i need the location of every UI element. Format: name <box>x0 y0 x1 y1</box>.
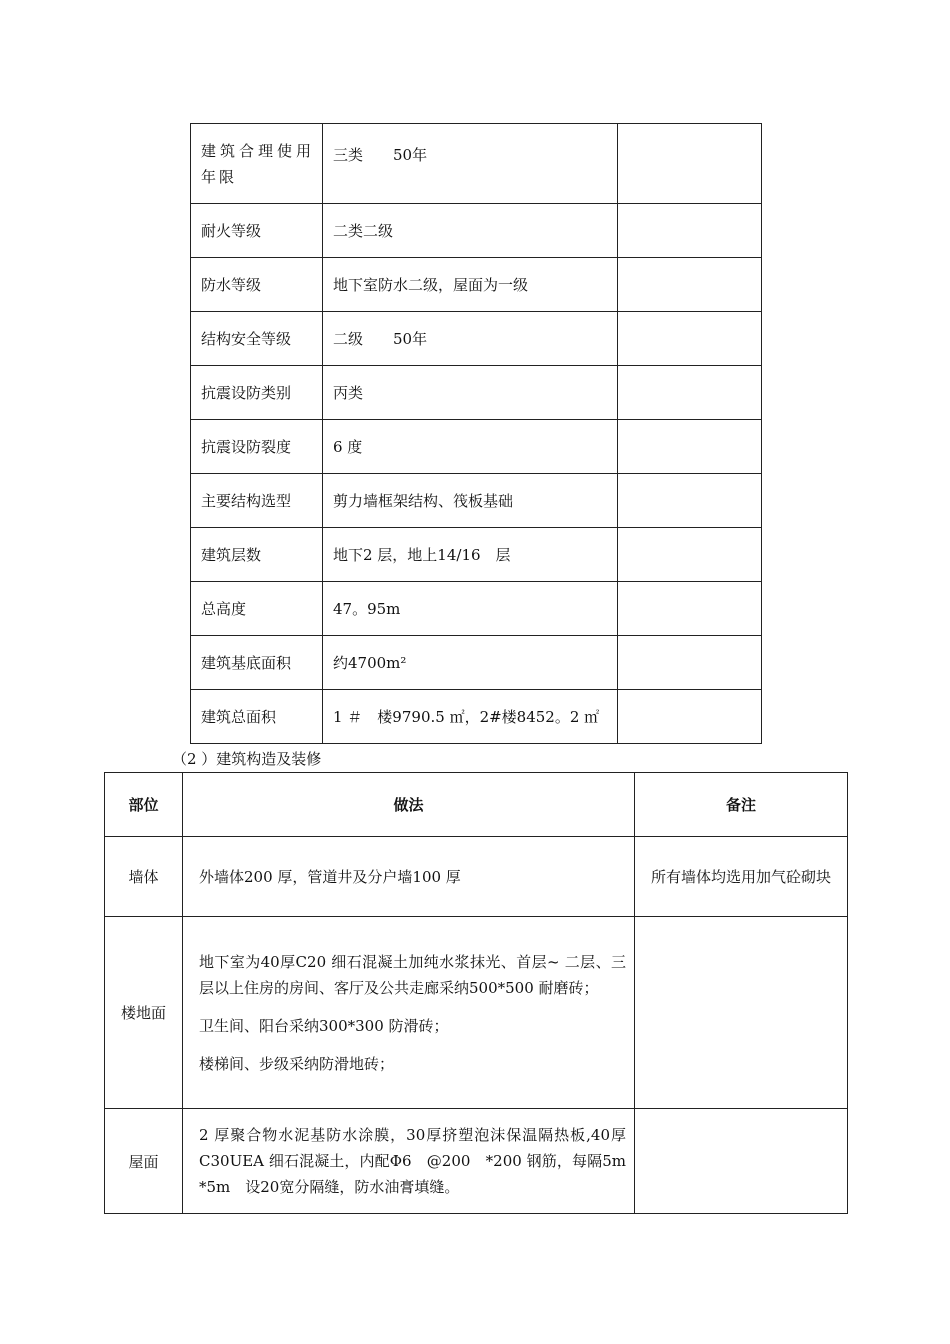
row-note <box>618 420 762 474</box>
row-value: 6 度 <box>323 420 618 474</box>
row-label: 抗震设防类别 <box>191 366 323 420</box>
table-row <box>191 690 762 744</box>
method-paragraph: 外墙体200 厚，管道井及分户墙100 厚 <box>199 867 461 886</box>
row-label: 总高度 <box>191 582 323 636</box>
table-row <box>191 528 762 582</box>
row-note: 所有墙体均选用加气砼砌块 <box>635 837 848 917</box>
row-value: 三类 50年 <box>323 124 618 204</box>
row-label: 主要结构选型 <box>191 474 323 528</box>
row-part: 墙体 <box>105 837 183 917</box>
row-label: 建筑合理使用年限 <box>191 124 323 204</box>
construction-table <box>104 772 848 1214</box>
table-row <box>105 917 848 1109</box>
row-label: 结构安全等级 <box>191 312 323 366</box>
row-label: 耐火等级 <box>191 204 323 258</box>
table-row <box>191 366 762 420</box>
row-value: 1 ＃ 楼9790.5 ㎡，2#楼8452。2 ㎡ <box>323 690 618 744</box>
method-paragraph: 地下室为40厚C20 细石混凝土加纯水浆抹光、首层~ 二层、三层以上住房的房间、客厅及公共走廊采纳500*500 耐磨砖； <box>199 952 626 997</box>
section-caption: （2 ）建筑构造及装修 <box>172 750 322 768</box>
table-row <box>191 474 762 528</box>
row-value: 47。95m <box>323 582 618 636</box>
header-part: 部位 <box>105 773 183 837</box>
row-method <box>183 837 635 917</box>
row-label: 建筑总面积 <box>191 690 323 744</box>
row-value: 地下2 层，地上14/16 层 <box>323 528 618 582</box>
row-note <box>618 690 762 744</box>
row-note <box>635 917 848 1109</box>
row-note <box>618 636 762 690</box>
table-row <box>105 837 848 917</box>
header-note: 备注 <box>635 773 848 837</box>
row-label: 建筑层数 <box>191 528 323 582</box>
table-header-row <box>105 773 848 837</box>
building-info-table <box>190 123 762 744</box>
table-row <box>191 582 762 636</box>
row-method <box>183 1109 642 1214</box>
row-value: 丙类 <box>323 366 618 420</box>
row-note <box>618 528 762 582</box>
table-row <box>105 1109 848 1214</box>
row-note <box>618 582 762 636</box>
row-value: 二类二级 <box>323 204 618 258</box>
row-note <box>618 124 762 204</box>
row-value: 地下室防水二级，屋面为一级 <box>323 258 618 312</box>
method-paragraph: 楼梯间、步级采纳防滑地砖； <box>199 1054 395 1073</box>
table-row <box>191 124 762 204</box>
row-part: 楼地面 <box>105 917 183 1109</box>
row-note <box>618 204 762 258</box>
row-value: 约4700m² <box>323 636 618 690</box>
row-note <box>618 366 762 420</box>
header-method: 做法 <box>183 773 635 837</box>
method-paragraph: 2 厚聚合物水泥基防水涂膜，30厚挤塑泡沫保温隔热板,40厚C30UEA 细石混凝土，内配Φ6 @200 *200 钢筋，每隔5m *5m 设20宽分隔缝，防水油膏填缝。 <box>199 1126 642 1196</box>
row-note <box>618 258 762 312</box>
row-note <box>618 474 762 528</box>
row-label: 抗震设防裂度 <box>191 420 323 474</box>
row-note <box>618 312 762 366</box>
row-note <box>635 1109 848 1214</box>
row-value: 剪力墙框架结构、筏板基础 <box>323 474 618 528</box>
table-row <box>191 312 762 366</box>
row-value: 二级 50年 <box>323 312 618 366</box>
row-label: 防水等级 <box>191 258 323 312</box>
table-row <box>191 636 762 690</box>
method-paragraph: 卫生间、阳台采纳300*300 防滑砖； <box>199 1016 449 1035</box>
row-method <box>183 917 635 1109</box>
table-row <box>191 258 762 312</box>
row-label: 建筑基底面积 <box>191 636 323 690</box>
table-row <box>191 420 762 474</box>
table-row <box>191 204 762 258</box>
row-part: 屋面 <box>105 1109 183 1214</box>
